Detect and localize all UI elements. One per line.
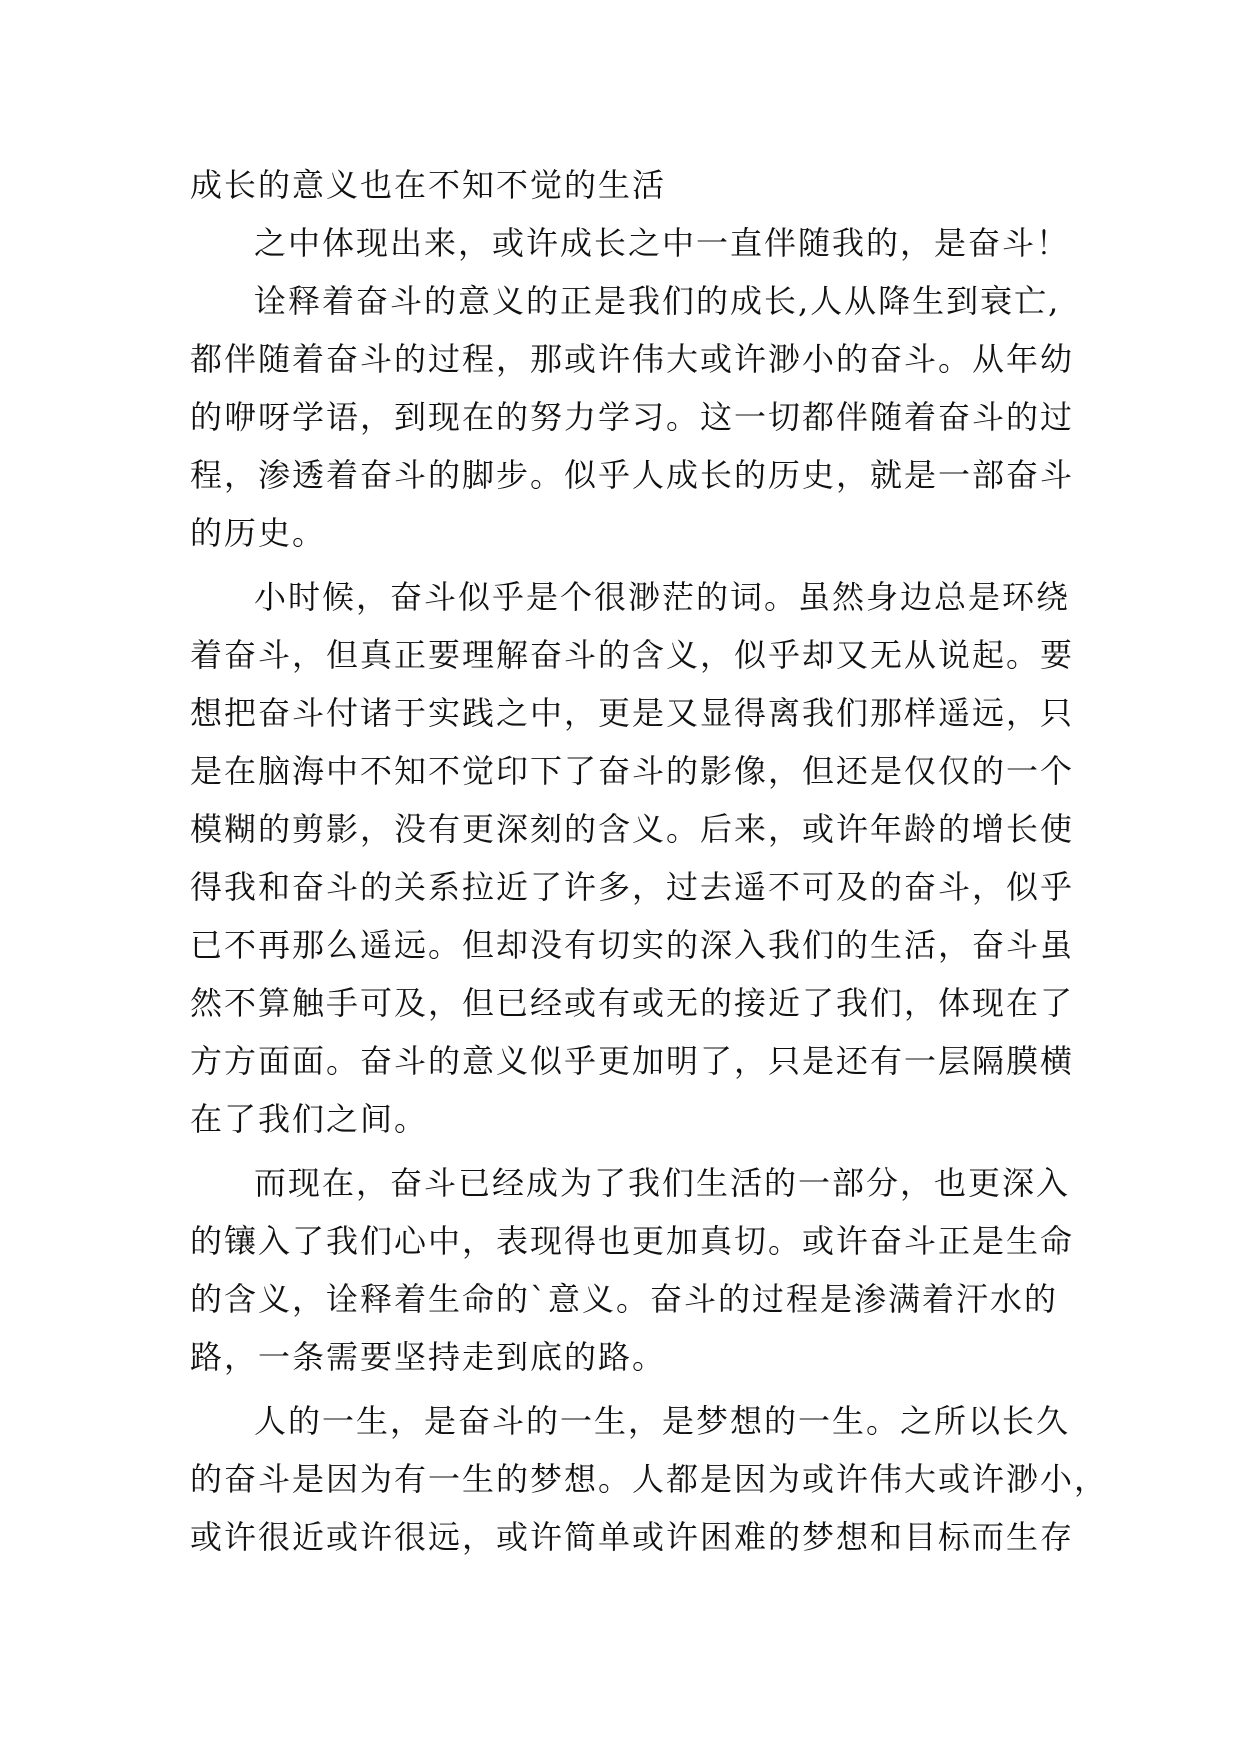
essay-body: [190, 156, 1109, 1566]
text-line: 着奋斗，但真正要理解奋斗的含义，似乎却又无从说起。要: [190, 636, 1075, 674]
paragraph-start: 小时候，奋斗似乎是个很渺茫的词。虽然身边总是环绕: [254, 578, 1071, 616]
text-line: 之中体现出来，或许成长之中一直伴随我的，是奋斗！: [254, 224, 1071, 262]
text-line: 是在脑海中不知不觉印下了奋斗的影像，但还是仅仅的一个: [190, 752, 1075, 790]
text-line: 的咿呀学语，到现在的努力学习。这一切都伴随着奋斗的过: [190, 398, 1075, 436]
text-line: 已不再那么遥远。但却没有切实的深入我们的生活，奋斗虽: [190, 926, 1075, 964]
text-line: 成长的意义也在不知不觉的生活: [190, 166, 667, 204]
text-line: 在了我们之间。: [190, 1100, 429, 1138]
text-line: 得我和奋斗的关系拉近了许多，过去遥不可及的奋斗，似乎: [190, 868, 1075, 906]
text-line: 的镶入了我们心中，表现得也更加真切。或许奋斗正是生命: [190, 1222, 1075, 1260]
text-line: 或许很近或许很远，或许简单或许困难的梦想和目标而生存: [190, 1518, 1075, 1556]
text-line: 的含义，诠释着生命的`意义。奋斗的过程是渗满着汗水的: [190, 1280, 1059, 1318]
paragraph-start: 人的一生，是奋斗的一生，是梦想的一生。之所以长久: [254, 1402, 1071, 1440]
text-line: 模糊的剪影，没有更深刻的含义。后来，或许年龄的增长使: [190, 810, 1075, 848]
paragraph-start: 诠释着奋斗的意义的正是我们的成长,人从降生到衰亡,: [254, 282, 1061, 320]
text-line: 想把奋斗付诸于实践之中，更是又显得离我们那样遥远，只: [190, 694, 1075, 732]
text-line: 都伴随着奋斗的过程，那或许伟大或许渺小的奋斗。从年幼: [190, 340, 1075, 378]
text-line: 方方面面。奋斗的意义似乎更加明了，只是还有一层隔膜横: [190, 1042, 1075, 1080]
text-line: 然不算触手可及，但已经或有或无的接近了我们，体现在了: [190, 984, 1075, 1022]
text-line: 的奋斗是因为有一生的梦想。人都是因为或许伟大或许渺小，: [190, 1460, 1109, 1498]
paragraph-start: 而现在，奋斗已经成为了我们生活的一部分，也更深入: [254, 1164, 1071, 1202]
text-line: 路，一条需要坚持走到底的路。: [190, 1338, 667, 1376]
text-line: 的历史。: [190, 514, 327, 552]
text-line: 程，渗透着奋斗的脚步。似乎人成长的历史，就是一部奋斗: [190, 456, 1075, 494]
